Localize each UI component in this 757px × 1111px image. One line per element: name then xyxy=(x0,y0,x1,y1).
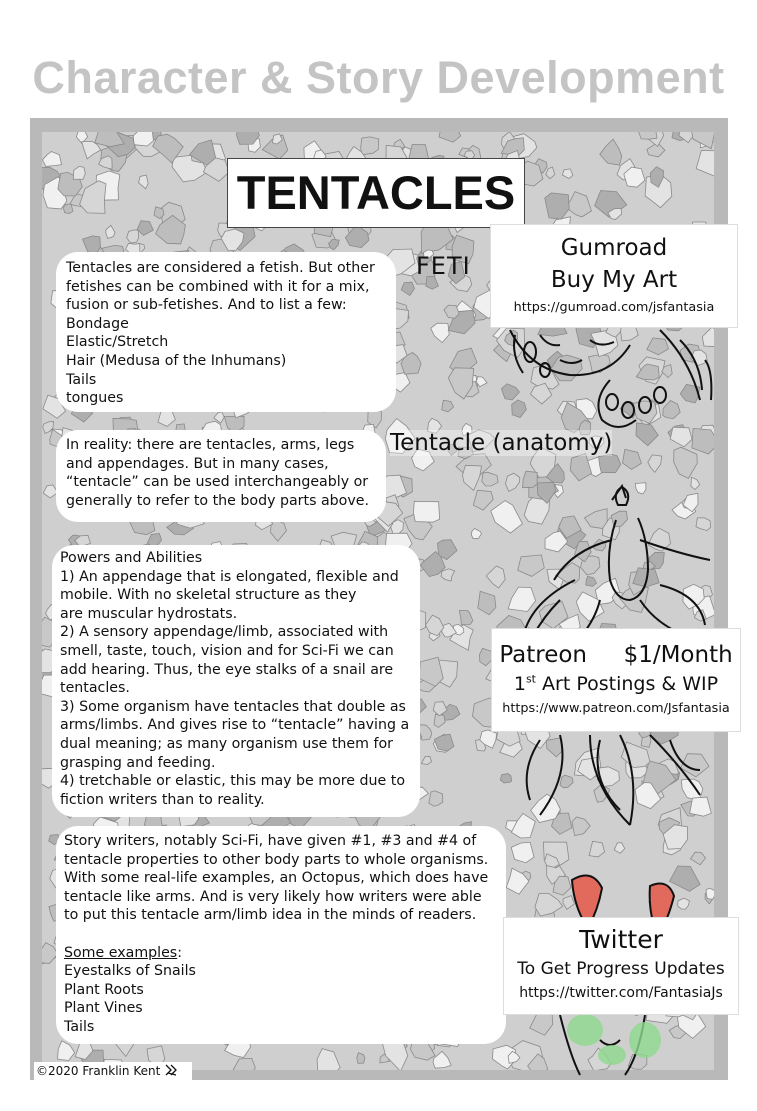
patreon-link[interactable]: https://www.patreon.com/Jsfantasia xyxy=(502,701,730,716)
text-line: arms/limbs. And gives rise to “tentacle” having a xyxy=(60,717,410,734)
patreon-ad[interactable] xyxy=(491,628,741,732)
text-line: Story writers, notably Sci-Fi, have given #1, #3 and #4 of xyxy=(64,833,477,849)
text-line: fiction writers than to reality. xyxy=(60,791,265,808)
list-item: Hair (Medusa of the Inhumans) xyxy=(66,352,287,369)
anatomy-text-bubble xyxy=(56,430,386,522)
list-item: Plant Vines xyxy=(64,1000,143,1017)
text-line: “tentacle” can be used interchangeably or xyxy=(66,474,369,491)
patreon-tagline-text: Art Postings & WIP xyxy=(536,673,719,695)
list-item: Elastic/Stretch xyxy=(66,334,169,351)
text-line: In reality: there are tentacles, arms, legs xyxy=(66,437,355,453)
gumroad-link[interactable]: https://gumroad.com/jsfantasia xyxy=(513,300,715,315)
text-line: smell, taste, touch, vision and for Sci-Fi we can xyxy=(60,642,394,659)
patreon-tagline-number: 1 xyxy=(513,673,526,695)
powers-heading: Powers and Abilities xyxy=(60,550,203,566)
twitter-ad[interactable] xyxy=(503,917,739,1015)
twitter-title: Twitter xyxy=(579,925,663,954)
text-line: 2) A sensory appendage/limb, associated with xyxy=(60,624,389,641)
list-item: Tails xyxy=(64,1018,95,1035)
text-line: fetishes can be combined with it for a mix, xyxy=(66,278,370,295)
text-line: tentacles. xyxy=(60,680,130,697)
text-line: tentacle properties to other body parts to whole organisms. xyxy=(64,851,489,868)
copyright-notice xyxy=(34,1062,192,1080)
text-line: 3) Some organism have tentacles that double as xyxy=(60,698,406,715)
twitter-tagline: To Get Progress Updates xyxy=(517,959,725,979)
page-header-title: Character & Story Development xyxy=(32,52,725,103)
text-line: and appendages. But in many cases, xyxy=(66,455,329,472)
text-line: With some real-life examples, an Octopus, which does have xyxy=(64,870,489,887)
text-line: 1) An appendage that is elongated, flexible and xyxy=(60,568,399,585)
list-item: Bondage xyxy=(66,315,129,332)
text-line: grasping and feeding. xyxy=(60,754,216,771)
examples-colon: : xyxy=(177,944,182,961)
patreon-tagline-ordinal: st xyxy=(525,672,536,686)
text-line: to put this tentacle arm/limb idea in the minds of readers. xyxy=(64,907,477,924)
patreon-title: Patreon $1/Month xyxy=(499,642,733,668)
twitter-link[interactable]: https://twitter.com/FantasiaJs xyxy=(519,985,723,1001)
list-item: Plant Roots xyxy=(64,981,144,998)
text-line: add hearing. Thus, the eye stalks of a snail are xyxy=(60,661,394,678)
signature-mark xyxy=(164,1063,178,1077)
text-line: are muscular hydrostats. xyxy=(60,605,238,622)
gumroad-ad[interactable] xyxy=(490,224,738,328)
gumroad-title: Gumroad xyxy=(560,235,668,261)
text-line: generally to refer to the body parts above. xyxy=(66,492,369,509)
text-line: Tentacles are considered a fetish. But other xyxy=(66,260,375,276)
examples-heading-line xyxy=(64,944,498,963)
list-item: Eyestalks of Snails xyxy=(64,963,196,980)
text-line: tentacle like arms. And is very likely how writers were able xyxy=(64,888,482,905)
powers-abilities-bubble xyxy=(52,545,420,817)
fetish-text-bubble xyxy=(56,252,396,412)
patreon-tagline xyxy=(492,671,740,697)
page-title: TENTACLES xyxy=(227,158,525,228)
text-line: dual meaning; as many organism use them for xyxy=(60,735,393,752)
text-line: 4) tretchable or elastic, this may be more due to xyxy=(60,773,406,790)
text-line: fusion or sub-fetishes. And to list a few: xyxy=(66,297,347,314)
list-item: Tails xyxy=(66,371,97,388)
section-heading-fetish: FETI xyxy=(416,252,471,280)
blank-line xyxy=(64,925,498,944)
copyright-text: ©2020 Franklin Kent xyxy=(36,1064,161,1078)
list-item: tongues xyxy=(66,390,124,407)
section-heading-anatomy: Tentacle (anatomy) xyxy=(390,430,613,456)
examples-heading: Some examples xyxy=(64,944,178,961)
story-writers-bubble xyxy=(56,826,506,1044)
gumroad-tagline: Buy My Art xyxy=(550,267,678,293)
text-line: mobile. With no skeletal structure as they xyxy=(60,587,357,604)
